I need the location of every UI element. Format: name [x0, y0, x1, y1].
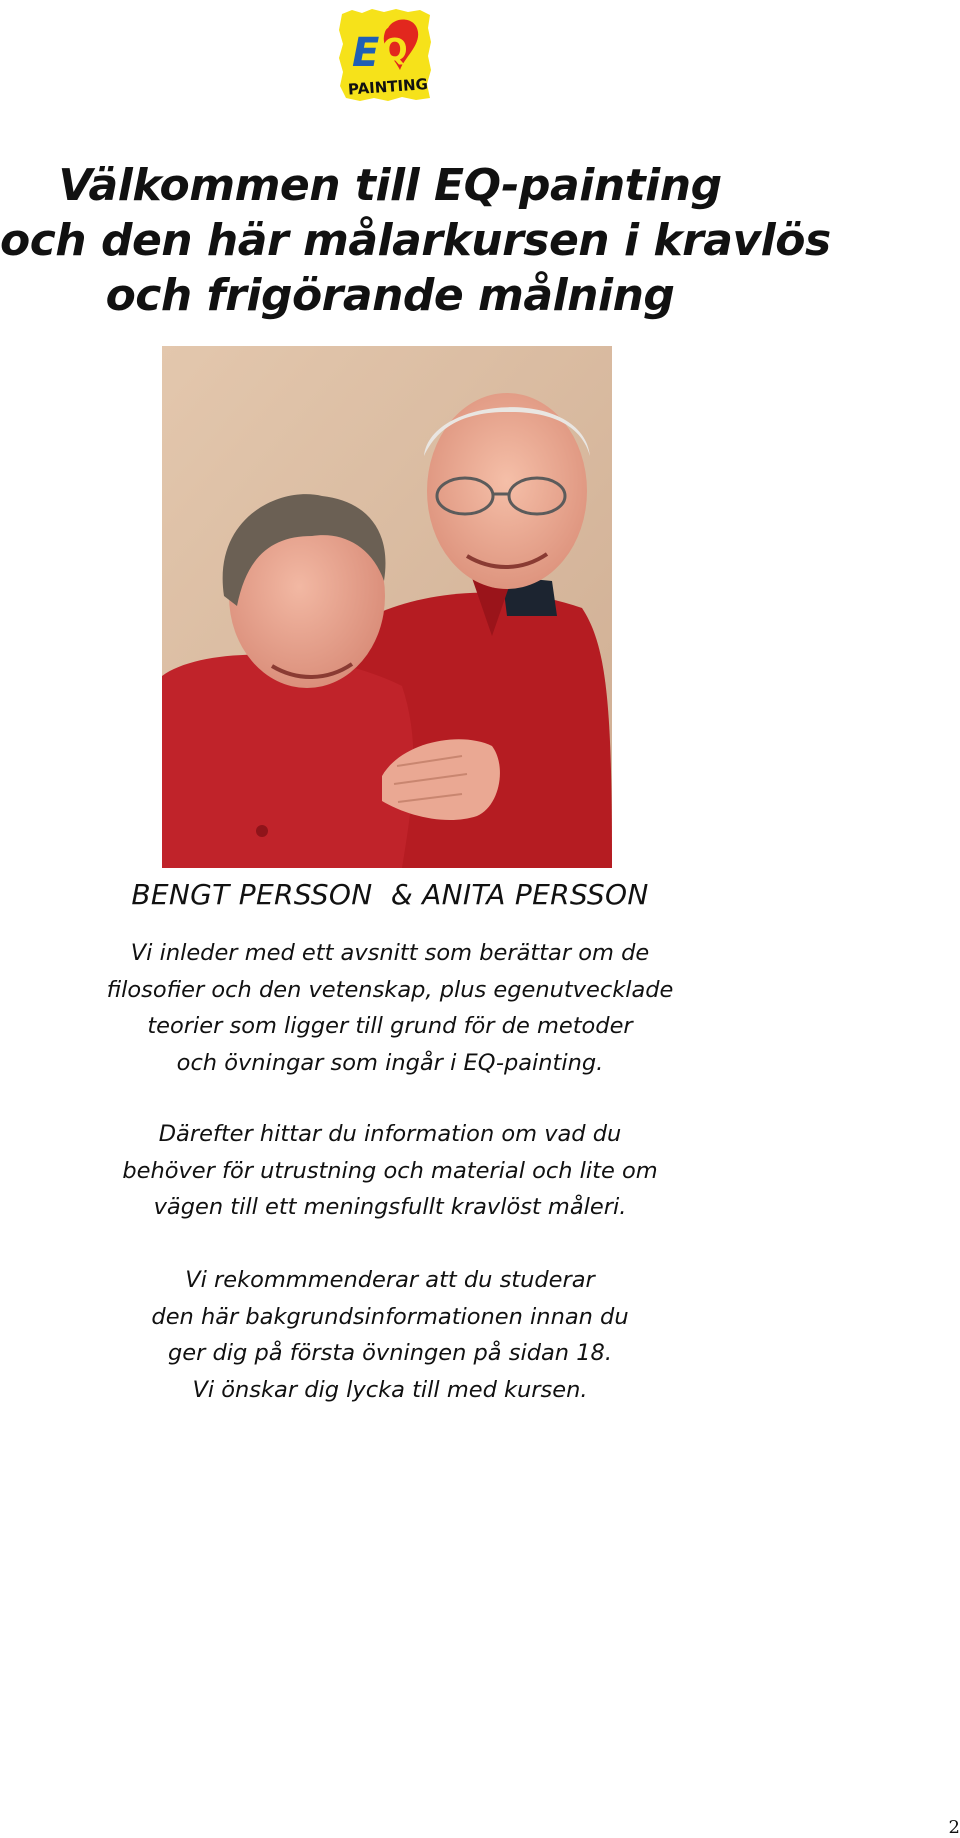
recommendation-paragraph: [0, 1262, 780, 1408]
paragraph-line: och övningar som ingår i EQ-painting.: [176, 1049, 604, 1076]
paragraph-line: vägen till ett meningsfullt kravlöst måleri.: [153, 1194, 627, 1220]
paragraph-line: ger dig på första övningen på sidan 18.: [168, 1340, 612, 1366]
paragraph-line: behöver för utrustning och material och lite om: [122, 1157, 658, 1184]
svg-text:PAINTING: PAINTING: [347, 75, 429, 99]
paragraph-line: Vi rekommmenderar att du studerar: [185, 1267, 595, 1293]
headline-line: Välkommen till EQ-painting: [58, 160, 722, 211]
page-headline: [0, 158, 831, 323]
paragraph-line: den här bakgrundsinformationen innan du: [151, 1303, 629, 1330]
paragraph-line: Vi önskar dig lycka till med kursen.: [192, 1376, 588, 1403]
svg-text:Q: Q: [382, 33, 408, 68]
paragraph-line: teorier som ligger till grund för de metoder: [147, 1013, 633, 1039]
page-number: 2: [948, 1817, 960, 1838]
paragraph-line: filosofier och den vetenskap, plus egenutvecklade: [106, 976, 674, 1003]
eq-painting-logo: [338, 8, 432, 102]
paragraph-line: Därefter hittar du information om vad du: [158, 1121, 622, 1147]
author-names: BENGT PERSSON & ANITA PERSSON: [131, 878, 649, 911]
portrait-photo: [162, 346, 612, 868]
svg-text:E: E: [352, 30, 380, 76]
materials-paragraph: [0, 1116, 780, 1226]
intro-paragraph: [0, 935, 780, 1081]
paragraph-line: Vi inleder med ett avsnitt som berättar om de: [130, 940, 650, 966]
headline-line: och den här målarkursen i kravlös: [0, 215, 831, 266]
headline-line: och frigörande målning: [105, 270, 675, 321]
